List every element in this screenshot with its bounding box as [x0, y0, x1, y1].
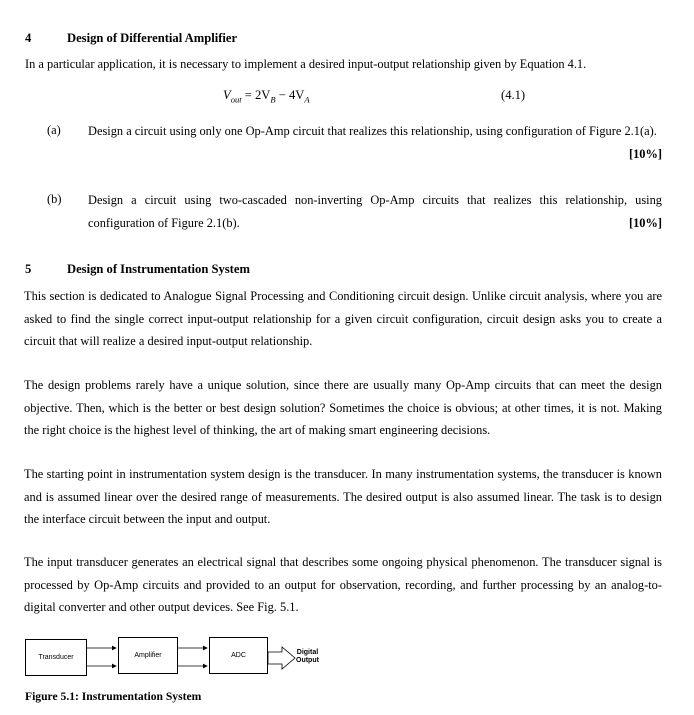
section-5-paragraph-4: The input transducer generates an electrical signal that describes some ongoing physical phenomenon. The transducer signal is processed by Op-Amp circuits and provided to an output for observation, recording, and further processing by an analog-to-digital converter and other output devices. See Fig. 5.1. [24, 555, 662, 614]
equation-number: (4.1) [501, 88, 526, 102]
item-a-text: Design a circuit using only one Op-Amp circuit that realizes this relationship, using configuration of Figure 2.1(a). [10%] [88, 120, 662, 143]
section-5-paragraph-1: This section is dedicated to Analogue Signal Processing and Conditioning circuit design. Unlike circuit analysis, where you are asked to find the single correct input-output relationship for a given circuit configuration, circuit design asks you to create a circuit that will realize a desired input-output relationship. [24, 289, 662, 348]
item-a-marks: [10%] [628, 146, 662, 161]
equation-4-1: $V_{out} = 2V_B - 4V_A$ [223, 88, 310, 105]
item-a-label: (a) [47, 123, 61, 137]
item-b-text: Design a circuit using two-cascaded non-inverting Op-Amp circuits that realizes this relationship, using configuration of Figure 2.1(b). [10%] [88, 189, 662, 234]
block-adc: ADC [209, 637, 268, 674]
digital-output-label [296, 649, 319, 665]
section-4-intro: In a particular application, it is necessary to implement a desired input-output relationship given by Equation 4.1. [25, 57, 587, 71]
section-5-paragraph-3: The starting point in instrumentation system design is the transducer. In many instrumentation systems, the transducer is known and is assumed linear over the desired range of measurements. The desired output is also assumed linear. The task is to design the interface circuit between the input and output. [24, 467, 662, 526]
item-b-marks: [10%] [628, 215, 662, 230]
section-4-number: 4 [25, 31, 32, 45]
diagram-connectors [0, 630, 694, 680]
block-diagram [0, 630, 694, 680]
block-amplifier: Amplifier [118, 637, 178, 674]
output-arrow-icon [268, 647, 295, 669]
section-5-number: 5 [25, 262, 32, 276]
block-transducer: Transducer [25, 639, 87, 676]
section-5-title: Design of Instrumentation System [67, 262, 250, 276]
section-4-title: Design of Differential Amplifier [67, 31, 238, 45]
output-label-line-1: Digital [296, 649, 319, 656]
item-b-label: (b) [47, 192, 62, 206]
figure-caption: Figure 5.1: Instrumentation System [25, 690, 202, 703]
section-5-paragraph-2: The design problems rarely have a unique solution, since there are usually many Op-Amp circuits that can meet the design objective. Then, which is the better or best design solution? Sometimes the choice is obvious; at other times, it is not. Making the right choice is the highest level of thinking, the art of making smart engineering decisions. [24, 378, 662, 437]
output-label-line-2: Output [296, 657, 319, 664]
